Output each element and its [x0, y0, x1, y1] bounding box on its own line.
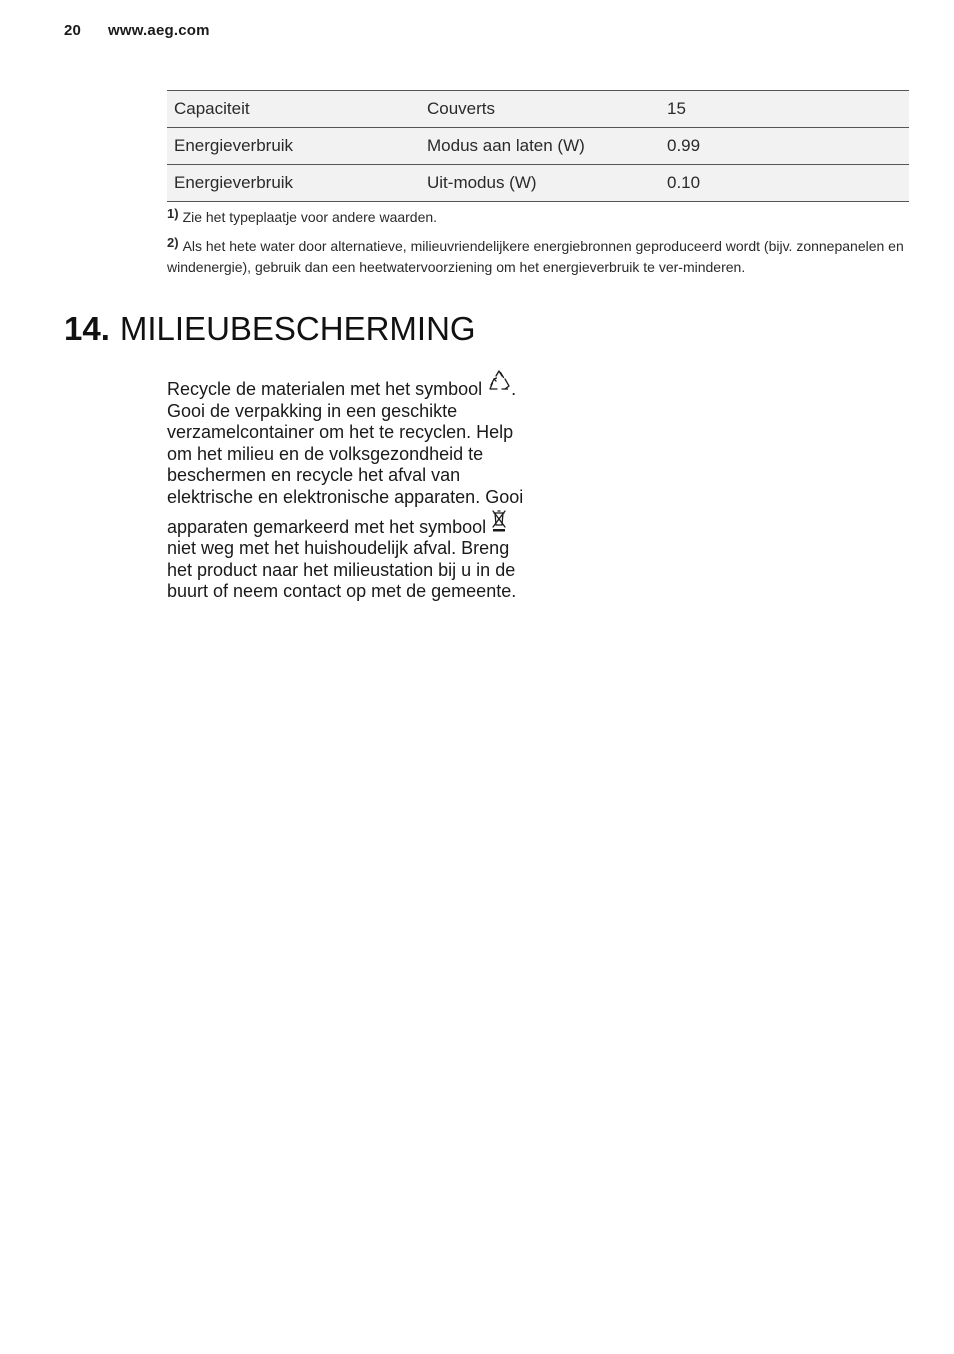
body-text-part3: niet weg met het huishoudelijk afval. Breng het product naar het milieustation bij u in de buurt of neem contact op met de gemeente.	[167, 538, 517, 602]
body-text-part2: . Gooi de verpakking in een geschikte verzamelcontainer om het te recyclen. Help om het milieu en de volksgezondheid te beschermen en recycle het afval van elektrische en elektronische apparaten. Gooi apparaten gemarkeerd met het symbool	[167, 379, 524, 537]
footnote-text: Zie het typeplaatje voor andere waarden.	[182, 209, 438, 225]
footnote-marker: 2)	[167, 235, 179, 250]
footnotes	[167, 203, 909, 282]
recycle-icon	[487, 369, 511, 401]
footnote-marker: 1)	[167, 206, 179, 221]
section-body	[167, 369, 527, 603]
table-row	[167, 91, 909, 128]
footnote	[167, 203, 909, 228]
table-cell-value: 0.10	[667, 173, 701, 192]
table-row	[167, 165, 909, 202]
section-number: 14.	[64, 310, 110, 347]
page-header	[64, 22, 210, 39]
crossed-bin-icon	[491, 509, 507, 539]
table-cell-mode: Uit-modus (W)	[427, 173, 537, 192]
site-url: www.aeg.com	[108, 22, 210, 39]
footnote	[167, 232, 909, 278]
footnote-text: Als het hete water door alternatieve, milieuvriendelijkere energiebronnen geproduceerd wordt (bijv. zonnepanelen en windenergie), gebruik dan een heetwatervoorziening om het energieverbruik te ver-minderen.	[167, 238, 904, 275]
section-title-text: MILIEUBESCHERMING	[119, 310, 476, 347]
table-cell-label: Energieverbruik	[174, 173, 294, 192]
page-number: 20	[64, 22, 82, 39]
body-text-part1: Recycle de materialen met het symbool	[167, 379, 483, 399]
table-row	[167, 128, 909, 165]
table-cell-label: Capaciteit	[174, 99, 250, 118]
table-cell-value: 15	[667, 99, 686, 118]
table-cell-mode: Couverts	[427, 99, 496, 118]
table-cell-label: Energieverbruik	[174, 136, 294, 155]
section-title	[64, 310, 476, 348]
specifications-table	[167, 90, 909, 202]
table-cell-mode: Modus aan laten (W)	[427, 136, 585, 155]
table-cell-value: 0.99	[667, 136, 701, 155]
